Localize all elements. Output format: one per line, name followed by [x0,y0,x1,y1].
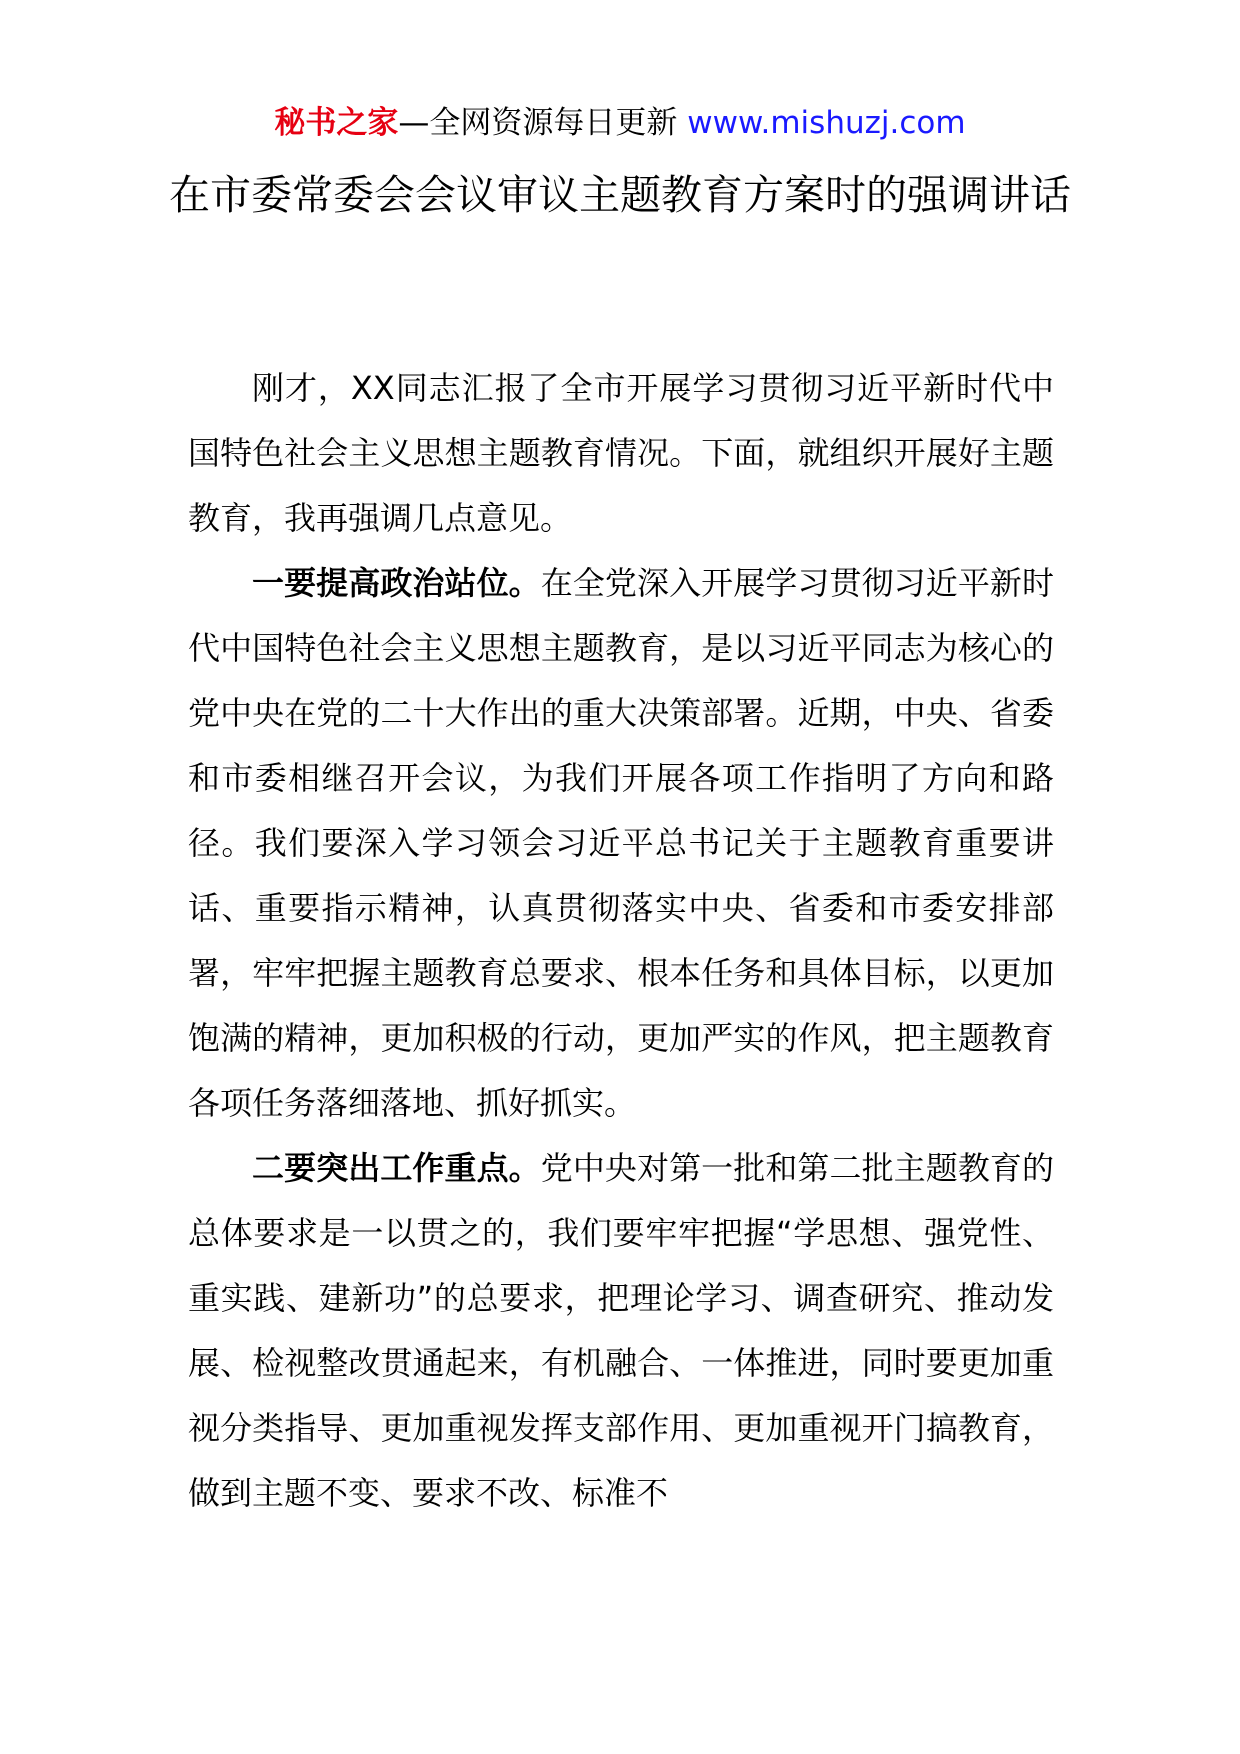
paragraph-lead: 一要提高政治站位。 [252,564,541,602]
paragraph-text: 刚才，XX同志汇报了全市开展学习贯彻习近平新时代中国特色社会主义思想主题教育情况。下面，就组织开展好主题教育，我再强调几点意见。 [188,369,1054,537]
paragraph-text: 党中央对第一批和第二批主题教育的总体要求是一以贯之的，我们要牢牢把握“学思想、强党性、重实践、建新功”的总要求，把理论学习、调查研究、推动发展、检视整改贯通起来，有机融合、一体推进，同时要更加重视分类指导、更加重视发挥支部作用、更加重视开门搞教育，做到主题不变、要求不改、标准不 [188,1149,1054,1512]
paragraph-point-2 [188,1136,1054,1526]
paragraph-intro [188,356,1054,551]
paragraph-point-1 [188,551,1054,1136]
header-tagline: —全网资源每日更新 [398,105,688,141]
watermark-header [0,100,1240,146]
paragraph-lead: 二要突出工作重点。 [252,1149,541,1187]
document-body [188,356,1054,1526]
header-url-link[interactable]: www.mishuzj.com [687,105,966,141]
paragraph-text: 在全党深入开展学习贯彻习近平新时代中国特色社会主义思想主题教育，是以习近平同志为核心的党中央在党的二十大作出的重大决策部署。近期，中央、省委和市委相继召开会议，为我们开展各项工作指明了方向和路径。我们要深入学习领会习近平总书记关于主题教育重要讲话、重要指示精神，认真贯彻落实中央、省委和市委安排部署，牢牢把握主题教育总要求、根本任务和具体目标，以更加饱满的精神，更加积极的行动，更加严实的作风，把主题教育各项任务落细落地、抓好抓实。 [188,564,1054,1122]
header-brand: 秘书之家 [274,105,399,141]
document-title: 在市委常委会会议审议主题教育方案时的强调讲话 [169,171,1071,219]
